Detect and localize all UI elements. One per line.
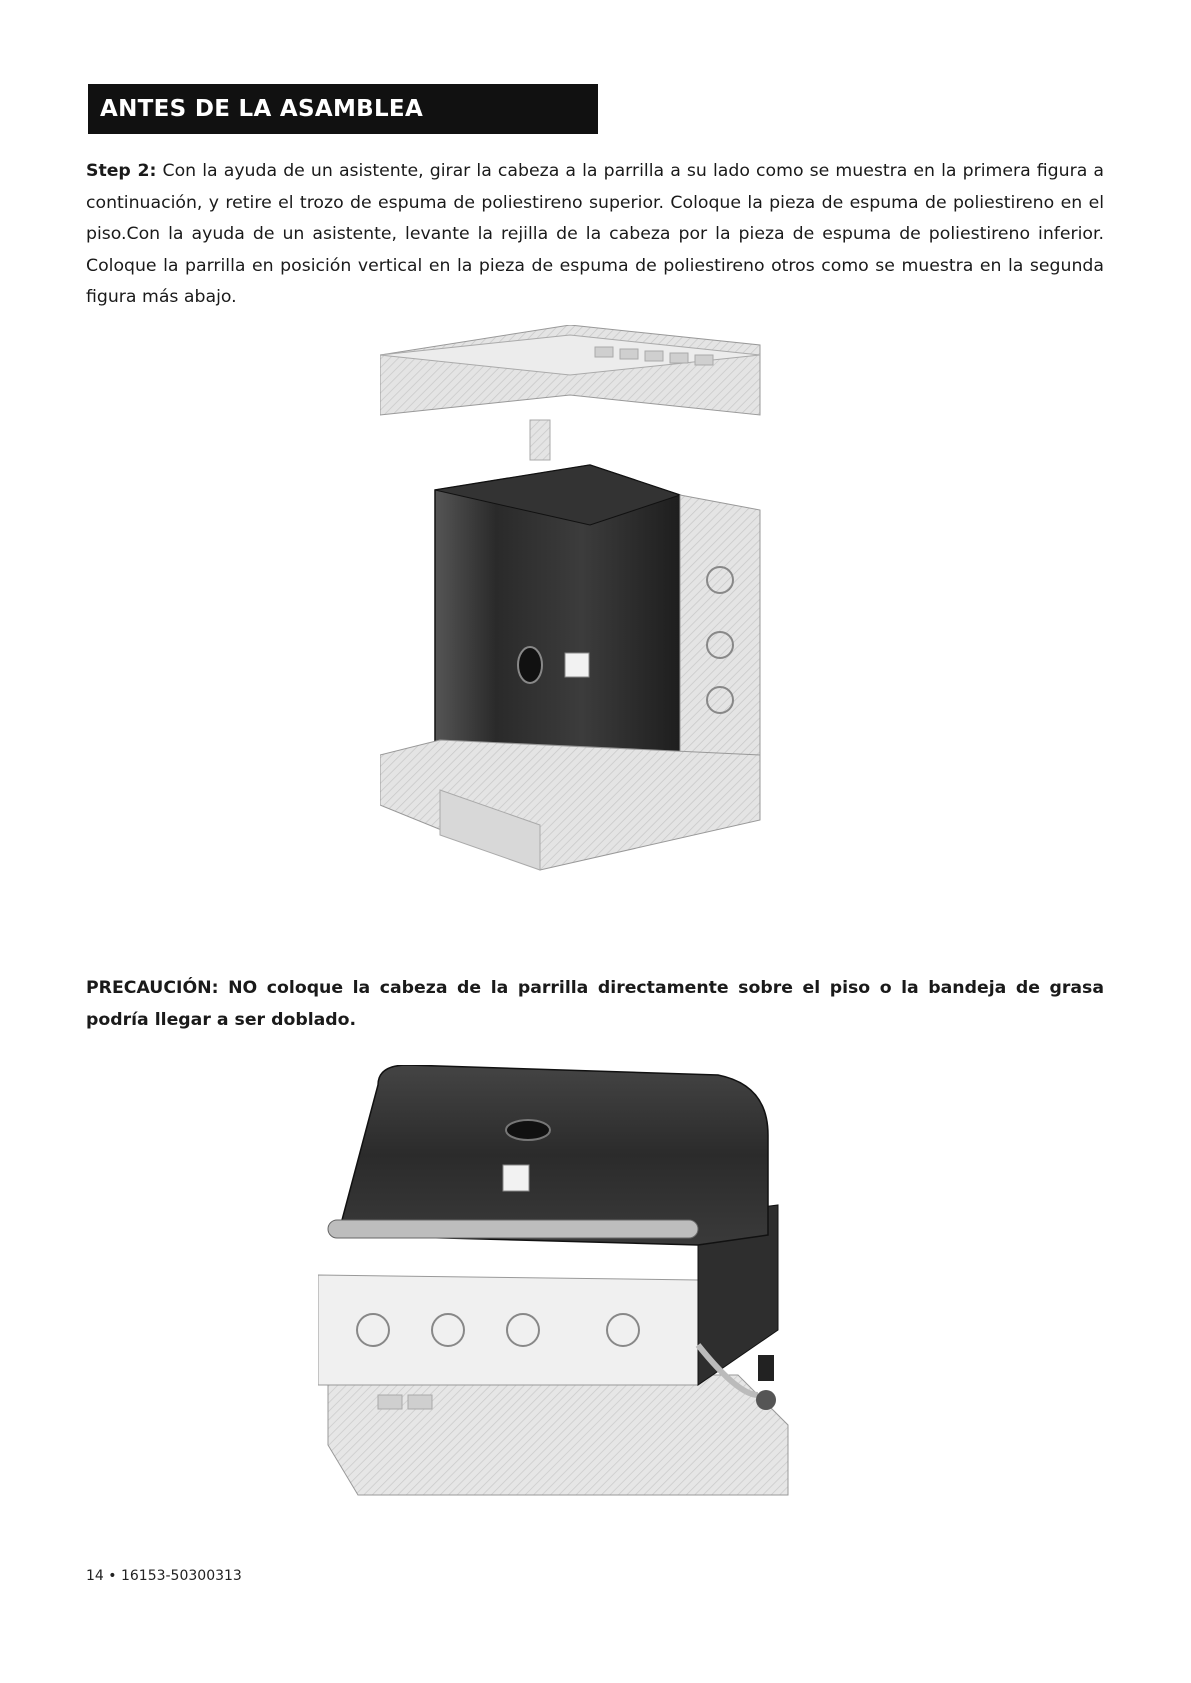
figure-grill-upright-on-foam [318,1065,878,1505]
caution-paragraph: PRECAUCIÓN: NO coloque la cabeza de la parrilla directamente sobre el piso o la bandeja de grasa podría llegar a ser doblado. [86,978,1104,1030]
bottom-foam-piece [380,740,760,870]
page-footer: 14 • 16153-50300313 [86,1568,242,1584]
control-panel [318,1275,698,1385]
grill-lid [328,1065,768,1245]
foam-base [328,1375,788,1495]
step-label: Step 2: [86,161,157,181]
section-header [88,84,598,134]
top-foam-piece [380,325,760,460]
section-title: ANTES DE LA ASAMBLEA [100,96,424,122]
lid-handle [328,1220,698,1238]
step-body: Con la ayuda de un asistente, girar la cabeza a la parrilla a su lado como se muestra en la primera figura a continuación, y retire el trozo de espuma de poliestireno superior. Coloque la pieza de espuma de poliestireno en el piso.Con la ayuda de un asistente, levante la rejilla de la cabeza por la pieza de espuma de poliestireno inferior. Coloque la parrilla en posición vertical en la pieza de espuma de poliestireno otros como se muestra en la segunda figura más abajo. [86,161,1105,307]
step-paragraph [86,156,1104,314]
figure-grill-head-on-side [380,325,830,925]
